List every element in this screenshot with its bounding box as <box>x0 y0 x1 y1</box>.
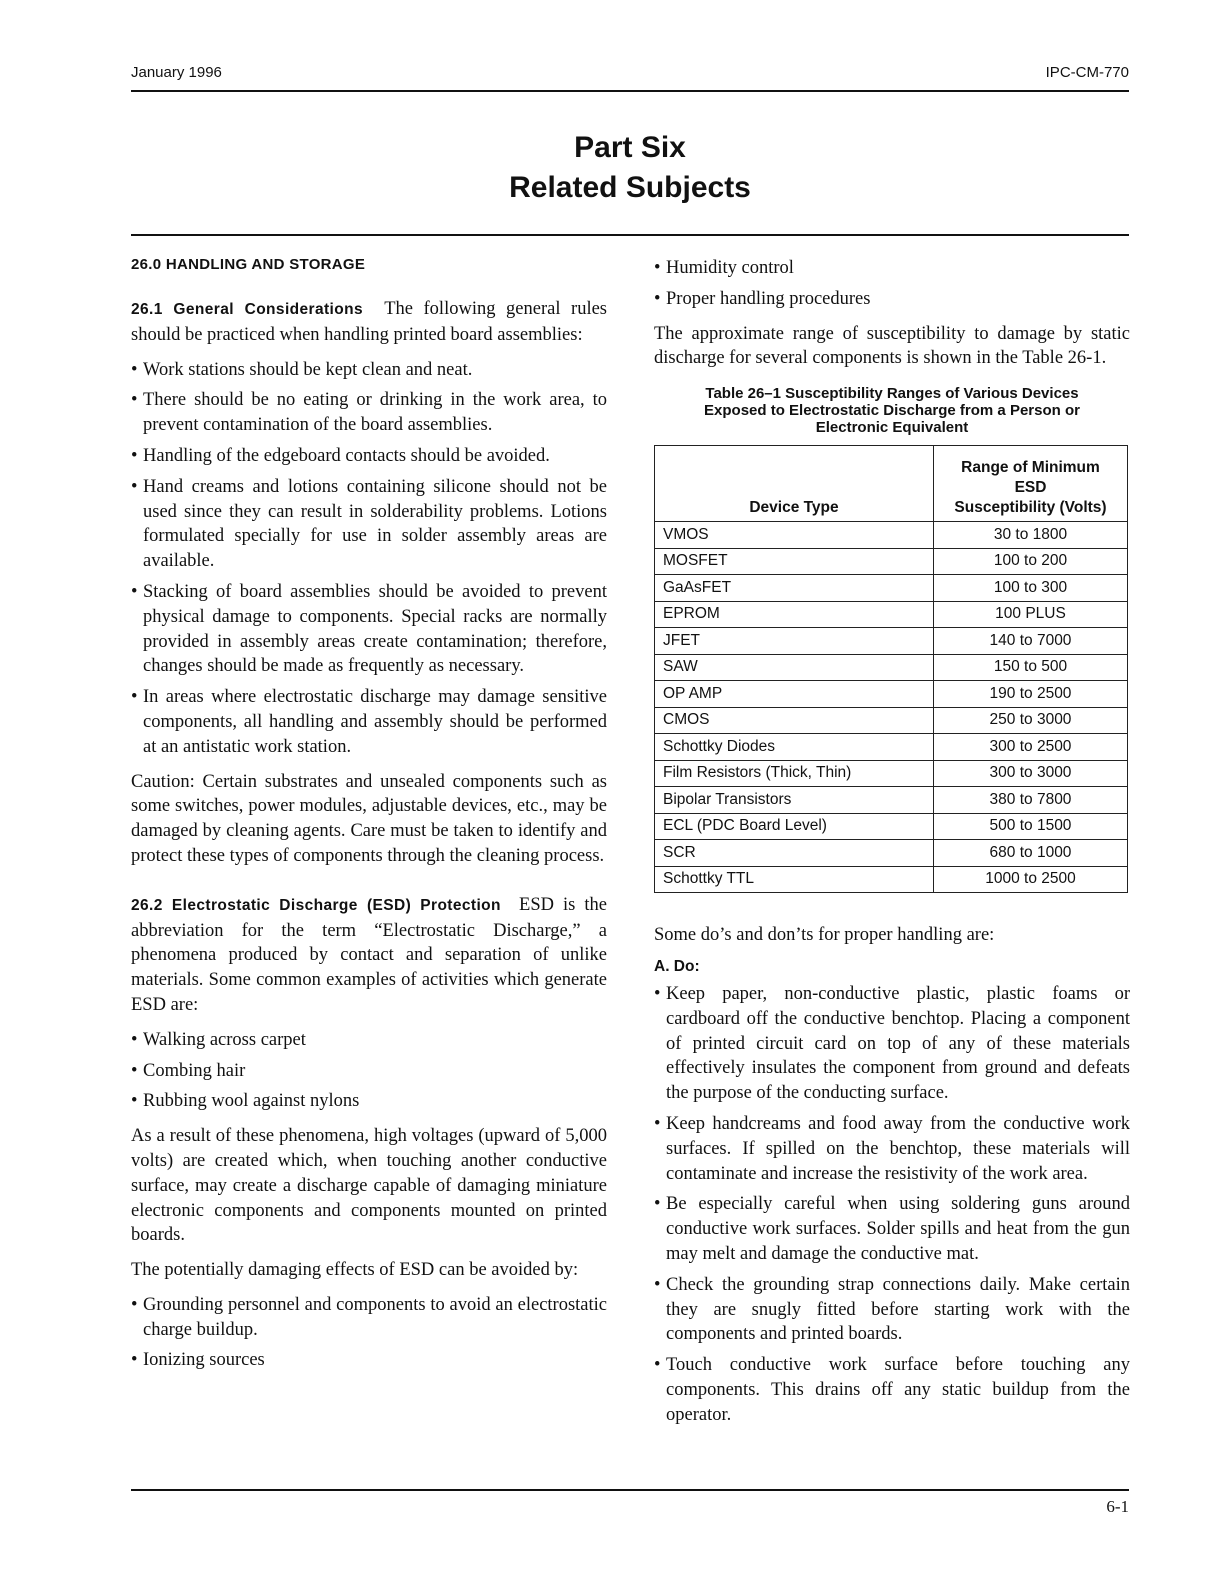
title-line-2: Related Subjects <box>509 171 751 204</box>
bullet-icon: • <box>654 1274 661 1295</box>
bullet-icon: • <box>131 445 138 466</box>
list-item: • Grounding personnel and components to avoid an electrostatic charge buildup. <box>131 1294 607 1340</box>
page-header <box>131 62 1129 86</box>
paragraph-26-2-intro: 26.2 Electrostatic Discharge (ESD) Protection ESD is the abbreviation for the term “Electrostatic Discharge,” a phenomena produced by contact and separation of unlike materials. Some common examples of activities which generate ESD are: <box>131 894 608 1015</box>
caution-paragraph: Caution: Certain substrates and unsealed components such as some switches, power modules, adjustable devices, etc., may be damaged by cleaning agents. Care must be taken to identify and protect these types of components through the cleaning process. <box>131 771 607 866</box>
table-row: CMOS 250 to 3000 <box>655 707 1128 734</box>
bullet-icon: • <box>131 1350 138 1371</box>
bullet-icon: • <box>131 390 138 411</box>
table-row: EPROM 100 PLUS <box>655 601 1128 628</box>
bullet-icon: • <box>654 1194 661 1215</box>
bullet-icon: • <box>654 1113 661 1134</box>
esd-result-paragraph: As a result of these phenomena, high voltages (upward of 5,000 volts) are created which, when touching another conductive surface, may create a discharge capable of damaging miniature electronic components and components mounted on printed boards. <box>131 1126 607 1246</box>
bullet-icon: • <box>131 359 138 380</box>
bullet-icon: • <box>131 1294 138 1315</box>
paragraph-26-1-intro: 26.1 General Considerations The following general rules should be practiced when handling printed board assemblies: <box>131 299 607 345</box>
bullet-icon: • <box>131 1091 138 1112</box>
esd-avoid-paragraph: The potentially damaging effects of ESD can be avoided by: <box>131 1260 579 1281</box>
list-item: • Hand creams and lotions containing silicone should not be used since they can result in solderability problems. Lotions formulated specially for use in solder assembly areas are available. <box>131 476 607 572</box>
title-rule <box>131 234 1129 236</box>
header-doc-id: IPC-CM-770 <box>1045 64 1129 81</box>
bullet-icon: • <box>131 1060 138 1081</box>
table-row: Film Resistors (Thick, Thin) 300 to 3000 <box>655 760 1128 787</box>
right-column <box>654 256 1130 1428</box>
list-item: • There should be no eating or drinking in the work area, to prevent contamination of the board assemblies. <box>131 390 607 436</box>
table-row: Schottky TTL 1000 to 2500 <box>655 866 1128 893</box>
title-line-1: Part Six <box>574 131 686 164</box>
bullet-icon: • <box>131 581 138 602</box>
list-item: • Work stations should be kept clean and neat. <box>131 358 607 383</box>
table-row: MOSFET 100 to 200 <box>655 548 1128 575</box>
table-intro-paragraph: The approximate range of susceptibility to damage by static discharge for several components is shown in the Table 26-1. <box>654 323 1130 369</box>
list-item: • Be especially careful when using soldering guns around conductive work surfaces. Solder spills and heat from the gun may melt and damage the conductive mat. <box>654 1194 1130 1264</box>
table-row: Bipolar Transistors 380 to 7800 <box>655 787 1128 814</box>
column-header-range: Range of Minimum ESD Susceptibility (Volts) <box>934 446 1128 522</box>
table-row: GaAsFET 100 to 300 <box>655 575 1128 602</box>
list-item: • Keep paper, non-conductive plastic, plastic foams or cardboard off the conductive benchtop. Placing a component of printed circuit card on top of any of these materials effectively insulates the component from ground and defeats the purpose of the conducting surface. <box>654 983 1130 1104</box>
list-item: • Stacking of board assemblies should be avoided to prevent physical damage to components. Special racks are normally provided in assembly areas create contamination; therefore, changes should be made as frequently as necessary. <box>131 581 607 677</box>
header-date: January 1996 <box>131 64 222 81</box>
list-item: • Rubbing wool against nylons <box>131 1089 607 1114</box>
page-number: 6-1 <box>1106 1497 1129 1516</box>
list-item: • Touch conductive work surface before touching any components. This drains off any static buildup from the operator. <box>654 1355 1130 1425</box>
do-subheading: A. Do: <box>654 957 700 975</box>
heading-26-1: 26.1 General Considerations <box>131 301 364 318</box>
column-header-device-type: Device Type <box>655 446 934 522</box>
bullet-icon: • <box>131 687 138 708</box>
table-row: VMOS 30 to 1800 <box>655 522 1128 549</box>
list-item: • Walking across carpet <box>131 1028 607 1053</box>
list-item: • Check the grounding strap connections daily. Make certain they are snugly fitted before starting work with the components and printed boards. <box>654 1274 1130 1345</box>
heading-26-2: 26.2 Electrostatic Discharge (ESD) Protection <box>131 896 501 914</box>
bullet-icon: • <box>654 258 661 278</box>
susceptibility-table <box>654 445 1128 893</box>
bullet-icon: • <box>131 1029 138 1050</box>
table-row: JFET 140 to 7000 <box>655 628 1128 655</box>
table-row: SAW 150 to 500 <box>655 654 1128 681</box>
table-row: Schottky Diodes 300 to 2500 <box>655 734 1128 761</box>
left-column <box>131 256 607 1373</box>
list-item: • Combing hair <box>131 1059 607 1084</box>
table-row: OP AMP 190 to 2500 <box>655 681 1128 708</box>
bullet-icon: • <box>654 288 661 309</box>
bullet-icon: • <box>131 476 138 497</box>
table-caption: Table 26–1 Susceptibility Ranges of Various Devices Exposed to Electrostatic Discharge from a Person or Electronic Equivalent <box>704 385 1080 437</box>
section-heading-26-0: 26.0 HANDLING AND STORAGE <box>131 256 366 273</box>
bullet-icon: • <box>654 983 661 1004</box>
table-row: ECL (PDC Board Level) 500 to 1500 <box>655 813 1128 840</box>
bullet-icon: • <box>654 1355 661 1376</box>
list-item: • Keep handcreams and food away from the conductive work surfaces. If spilled on the benchtop, these materials will contaminate and increase the resistivity of the work area. <box>654 1113 1130 1184</box>
page-title <box>131 128 1129 208</box>
table-row: SCR 680 to 1000 <box>655 840 1128 867</box>
list-item: • In areas where electrostatic discharge may damage sensitive components, all handling and assembly should be performed at an antistatic work station. <box>131 687 607 757</box>
header-rule <box>131 90 1129 92</box>
table-header-row <box>655 446 1128 522</box>
list-item: • Humidity control <box>654 256 1130 281</box>
dos-intro-paragraph: Some do’s and don’ts for proper handling are: <box>654 925 995 946</box>
footer-rule <box>131 1489 1129 1491</box>
list-item: • Proper handling procedures <box>654 287 1130 312</box>
list-item: • Ionizing sources <box>131 1348 607 1373</box>
list-item: • Handling of the edgeboard contacts should be avoided. <box>131 444 607 469</box>
